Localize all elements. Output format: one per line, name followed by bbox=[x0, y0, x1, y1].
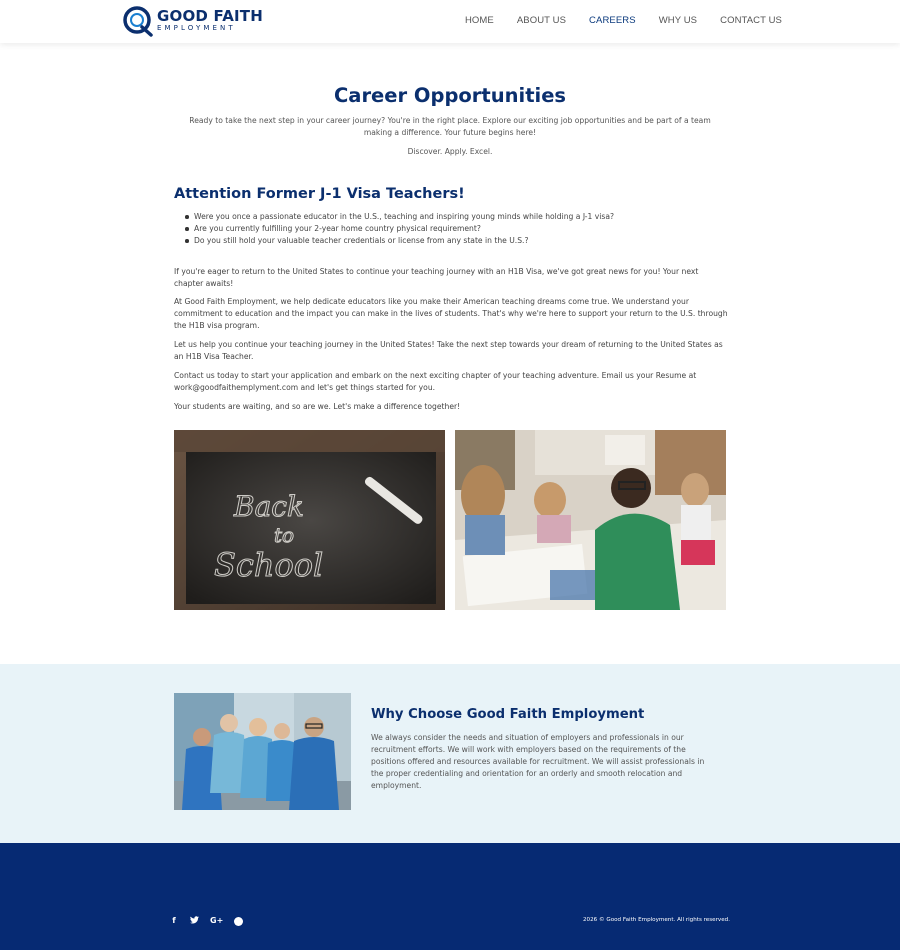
svg-text:to: to bbox=[274, 523, 295, 547]
brand-logo[interactable] bbox=[122, 4, 262, 38]
site-footer bbox=[0, 843, 900, 950]
medical-team-photo bbox=[174, 693, 351, 810]
nav-about-us[interactable]: ABOUT US bbox=[516, 15, 567, 26]
list-item: Are you currently fulfilling your 2-year home country physical requirement? bbox=[194, 223, 714, 235]
j1-section-title: Attention Former J-1 Visa Teachers! bbox=[174, 186, 465, 202]
brand-name: GOOD FAITH bbox=[157, 7, 263, 25]
svg-text:Back: Back bbox=[234, 490, 304, 523]
pinterest-icon[interactable] bbox=[234, 917, 243, 926]
paragraph-closing: Your students are waiting, and so are we. Let's make a difference together! bbox=[174, 402, 461, 411]
brand-subname: EMPLOYMENT bbox=[157, 24, 236, 32]
main-nav bbox=[465, 15, 782, 26]
why-section-title: Why Choose Good Faith Employment bbox=[371, 707, 645, 722]
paragraph-about: At Good Faith Employment, we help dedicate educators like you make their American teaching dreams come true. We understand your commitment to education and the impact you can make in the lives of students. That's why we're here to support your return to the U.S. through the H1B visa program. bbox=[174, 297, 728, 330]
svg-text:School: School bbox=[214, 546, 324, 584]
logo-mark-icon bbox=[122, 4, 156, 38]
back-to-school-photo bbox=[174, 430, 445, 610]
facebook-icon[interactable]: f bbox=[172, 916, 176, 925]
nav-contact-us[interactable]: CONTACT US bbox=[720, 15, 782, 26]
tagline: Discover. Apply. Excel. bbox=[407, 147, 493, 156]
nav-careers[interactable]: CAREERS bbox=[589, 15, 636, 26]
social-links bbox=[170, 916, 243, 926]
paragraph-return: If you're eager to return to the United States to continue your teaching journey with an H1B Visa, we've got great news for you! Your next chapter awaits! bbox=[174, 267, 699, 288]
list-item: Were you once a passionate educator in the U.S., teaching and inspiring young minds while holding a J-1 visa? bbox=[194, 211, 714, 223]
j1-question-list bbox=[194, 211, 714, 248]
nav-why-us[interactable]: WHY US bbox=[658, 15, 698, 26]
list-item: Do you still hold your valuable teacher credentials or license from any state in the U.S.? bbox=[194, 235, 714, 247]
copyright-text: 2026 © Good Faith Employment. All rights reserved. bbox=[582, 917, 730, 923]
nav-home[interactable]: HOME bbox=[464, 15, 494, 26]
classroom-photo bbox=[455, 430, 726, 610]
google-plus-icon[interactable]: G+ bbox=[210, 916, 224, 925]
twitter-icon[interactable] bbox=[190, 916, 198, 926]
page-title: Career Opportunities bbox=[333, 84, 567, 107]
paragraph-continue: Let us help you continue your teaching journey in the United States! Take the next step towards your dream of returning to the United States as an H1B Visa Teacher. bbox=[174, 340, 723, 361]
site-header bbox=[0, 0, 900, 43]
why-section-text: We always consider the needs and situation of employers and professionals in our recruitment efforts. We will work with employers based on the requirements of the positions offered and resources available for recruitment. We will assist professionals in the proper credentialing and orientation for an orderly and smooth relocation and employment. bbox=[371, 733, 705, 790]
paragraph-contact: Contact us today to start your application and embark on the next exciting chapter of your teaching adventure. Email us your Resume at work@goodfaithemplyment.com and let's get things started for you. bbox=[174, 371, 697, 392]
intro-text: Ready to take the next step in your career journey? You're in the right place. Explore our exciting job opportunities and be part of a team making a difference. Your future begins here! bbox=[189, 116, 711, 137]
